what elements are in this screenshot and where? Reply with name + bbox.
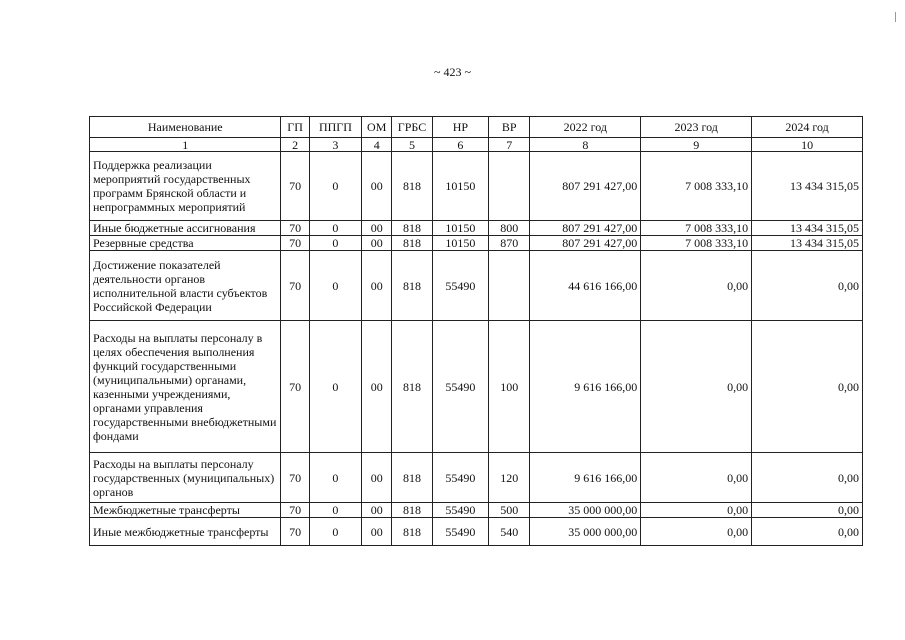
budget-table [89, 116, 863, 546]
cell-gp: 70 [281, 221, 309, 236]
cell-nr: 10150 [432, 236, 488, 251]
cell-om: 00 [362, 236, 392, 251]
cell-om: 00 [362, 221, 392, 236]
cell-grbs: 818 [392, 251, 432, 321]
column-number: 2 [281, 138, 309, 152]
cell-2022: 35 000 000,00 [530, 518, 641, 546]
table-row [90, 503, 863, 518]
cell-vr: 120 [489, 453, 530, 503]
column-number-row [90, 138, 863, 152]
cell-2022: 807 291 427,00 [530, 221, 641, 236]
cell-2022: 9 616 166,00 [530, 453, 641, 503]
cell-2022: 9 616 166,00 [530, 321, 641, 453]
cell-2023: 7 008 333,10 [641, 236, 752, 251]
cell-2024: 0,00 [752, 321, 863, 453]
cell-vr: 870 [489, 236, 530, 251]
table-row [90, 221, 863, 236]
cell-gp: 70 [281, 503, 309, 518]
cell-ppgp: 0 [309, 152, 361, 221]
row-name: Расходы на выплаты персоналу государственных (муниципальных) органов [90, 453, 281, 503]
scan-mark [895, 12, 896, 22]
cell-gp: 70 [281, 518, 309, 546]
cell-ppgp: 0 [309, 453, 361, 503]
cell-nr: 55490 [432, 453, 488, 503]
cell-2022: 807 291 427,00 [530, 152, 641, 221]
table-row [90, 518, 863, 546]
cell-nr: 55490 [432, 503, 488, 518]
cell-grbs: 818 [392, 518, 432, 546]
header-2024: 2024 год [752, 117, 863, 138]
column-number: 5 [392, 138, 432, 152]
header-gp: ГП [281, 117, 309, 138]
cell-2023: 0,00 [641, 251, 752, 321]
row-name: Поддержка реализации мероприятий государственных программ Брянской области и непрограммных мероприятий [90, 152, 281, 221]
cell-om: 00 [362, 152, 392, 221]
cell-vr [489, 251, 530, 321]
cell-gp: 70 [281, 251, 309, 321]
cell-grbs: 818 [392, 221, 432, 236]
cell-2024: 13 434 315,05 [752, 236, 863, 251]
cell-om: 00 [362, 518, 392, 546]
cell-grbs: 818 [392, 236, 432, 251]
cell-ppgp: 0 [309, 503, 361, 518]
column-number: 9 [641, 138, 752, 152]
cell-2024: 0,00 [752, 518, 863, 546]
column-number: 6 [432, 138, 488, 152]
table-row [90, 236, 863, 251]
cell-ppgp: 0 [309, 221, 361, 236]
cell-gp: 70 [281, 321, 309, 453]
cell-nr: 55490 [432, 251, 488, 321]
cell-2024: 0,00 [752, 453, 863, 503]
table-row [90, 453, 863, 503]
column-number: 3 [309, 138, 361, 152]
cell-ppgp: 0 [309, 251, 361, 321]
header-vr: ВР [489, 117, 530, 138]
cell-2024: 0,00 [752, 503, 863, 518]
cell-ppgp: 0 [309, 321, 361, 453]
header-om: ОМ [362, 117, 392, 138]
cell-gp: 70 [281, 453, 309, 503]
cell-2022: 44 616 166,00 [530, 251, 641, 321]
cell-nr: 10150 [432, 152, 488, 221]
header-ppgp: ППГП [309, 117, 361, 138]
row-name: Резервные средства [90, 236, 281, 251]
row-name: Иные бюджетные ассигнования [90, 221, 281, 236]
cell-vr: 100 [489, 321, 530, 453]
cell-om: 00 [362, 251, 392, 321]
cell-2022: 807 291 427,00 [530, 236, 641, 251]
column-number: 7 [489, 138, 530, 152]
column-number: 1 [90, 138, 281, 152]
cell-nr: 55490 [432, 518, 488, 546]
cell-2023: 0,00 [641, 518, 752, 546]
cell-om: 00 [362, 321, 392, 453]
cell-grbs: 818 [392, 321, 432, 453]
cell-2023: 7 008 333,10 [641, 221, 752, 236]
cell-2022: 35 000 000,00 [530, 503, 641, 518]
cell-2024: 13 434 315,05 [752, 221, 863, 236]
table-row [90, 321, 863, 453]
cell-2023: 0,00 [641, 453, 752, 503]
cell-vr: 540 [489, 518, 530, 546]
header-2023: 2023 год [641, 117, 752, 138]
cell-om: 00 [362, 503, 392, 518]
cell-ppgp: 0 [309, 518, 361, 546]
row-name: Межбюджетные трансферты [90, 503, 281, 518]
row-name: Достижение показателей деятельности органов исполнительной власти субъектов Российской Федерации [90, 251, 281, 321]
row-name: Иные межбюджетные трансферты [90, 518, 281, 546]
header-grbs: ГРБС [392, 117, 432, 138]
cell-vr: 500 [489, 503, 530, 518]
cell-vr [489, 152, 530, 221]
header-name: Наименование [90, 117, 281, 138]
cell-grbs: 818 [392, 503, 432, 518]
header-2022: 2022 год [530, 117, 641, 138]
cell-2024: 13 434 315,05 [752, 152, 863, 221]
cell-2024: 0,00 [752, 251, 863, 321]
column-number: 4 [362, 138, 392, 152]
table-row [90, 152, 863, 221]
column-number: 8 [530, 138, 641, 152]
page-number: ~ 423 ~ [434, 65, 471, 79]
cell-nr: 10150 [432, 221, 488, 236]
cell-gp: 70 [281, 236, 309, 251]
cell-om: 00 [362, 453, 392, 503]
cell-grbs: 818 [392, 152, 432, 221]
cell-gp: 70 [281, 152, 309, 221]
cell-2023: 7 008 333,10 [641, 152, 752, 221]
column-number: 10 [752, 138, 863, 152]
cell-vr: 800 [489, 221, 530, 236]
cell-nr: 55490 [432, 321, 488, 453]
cell-2023: 0,00 [641, 503, 752, 518]
header-row [90, 117, 863, 138]
table-row [90, 251, 863, 321]
cell-2023: 0,00 [641, 321, 752, 453]
row-name: Расходы на выплаты персоналу в целях обеспечения выполнения функций государственными (муниципальными) органами, казенными учреждениями, органами управления государственными внебюджетными фондами [90, 321, 281, 453]
cell-ppgp: 0 [309, 236, 361, 251]
header-nr: НР [432, 117, 488, 138]
cell-grbs: 818 [392, 453, 432, 503]
